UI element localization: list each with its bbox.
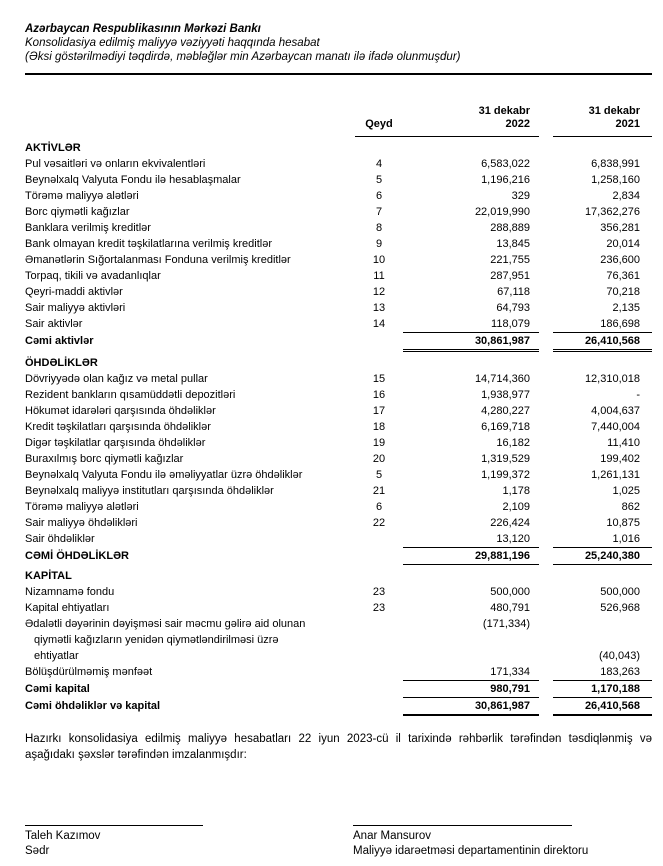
value-2021	[553, 616, 652, 664]
column-gap	[539, 387, 553, 403]
table-row	[25, 531, 652, 548]
note-ref: 5	[375, 469, 383, 481]
column-gap	[539, 419, 553, 435]
row-label: Cəmi kapital	[25, 683, 90, 695]
value-2021: 7,440,004	[591, 421, 640, 433]
column-header-note: Qeyd	[355, 118, 403, 137]
section-row	[25, 355, 652, 371]
note-ref: 23	[372, 602, 386, 614]
row-label: Borc qiymətli kağızlar	[25, 206, 130, 218]
value-2021: 236,600	[600, 254, 640, 266]
value-2021: 20,014	[606, 238, 640, 250]
value-2022: 67,118	[497, 286, 530, 298]
row-label: Cəmi aktivlər	[25, 335, 94, 347]
row-label: Dövriyyədə olan kağız və metal pullar	[25, 373, 208, 385]
signer-title: Sədr	[25, 845, 50, 857]
row-label-line: qiymətli kağızların yenidən qiymətləndirilməsi üzrə	[34, 634, 279, 646]
row-label: Beynəlxalq Valyuta Fondu ilə əməliyyatlar üzrə öhdəliklər	[25, 469, 303, 481]
value-2022: 2,109	[502, 501, 530, 513]
column-gap	[539, 499, 553, 515]
section-title: AKTİVLƏR	[25, 142, 81, 154]
table-row	[25, 156, 652, 172]
value-2022: 30,861,987	[403, 698, 539, 716]
value-2021: 4,004,637	[591, 405, 640, 417]
row-label: Bölüşdürülməmiş mənfəət	[25, 666, 153, 678]
value-2022: 6,583,022	[481, 158, 530, 170]
column-gap	[539, 403, 553, 419]
value-2021: 500,000	[600, 586, 640, 598]
column-header-2022	[403, 105, 539, 137]
bank-name: Azərbaycan Respublikasının Mərkəzi Bankı	[25, 23, 261, 35]
column-gap	[539, 435, 553, 451]
note-ref: 18	[372, 421, 386, 433]
table-row	[25, 584, 652, 600]
column-gap	[539, 371, 553, 387]
column-gap	[539, 204, 553, 220]
note-ref: 16	[372, 389, 386, 401]
value-2021: 25,240,380	[553, 548, 652, 565]
column-gap	[539, 531, 553, 548]
value-2022: 22,019,990	[474, 206, 530, 218]
row-label-line: ehtiyatlar	[34, 650, 79, 662]
table-row	[25, 435, 652, 451]
table-row	[25, 300, 652, 316]
value-2021: 1,170,188	[553, 681, 652, 698]
value-2021: 70,218	[606, 286, 640, 298]
row-label: Rezident bankların qısamüddətli depozitləri	[25, 389, 236, 401]
column-gap	[539, 333, 553, 352]
column-header-2021-line1: 31 dekabr	[588, 105, 640, 117]
value-2021: 12,310,018	[584, 373, 640, 385]
table-row	[25, 403, 652, 419]
table-column-header	[25, 105, 652, 137]
column-header-2021	[553, 105, 652, 137]
table-row	[25, 268, 652, 284]
column-header-2021-line2: 2021	[615, 118, 640, 130]
note-ref: 17	[372, 405, 386, 417]
note-ref: 15	[372, 373, 386, 385]
row-label: Pul vəsaitləri və onların ekvivalentləri	[25, 158, 206, 170]
value-2022: 287,951	[490, 270, 530, 282]
value-2021: 26,410,568	[553, 333, 652, 352]
column-gap	[539, 600, 553, 616]
value-2022: 13,845	[496, 238, 530, 250]
column-gap	[539, 236, 553, 252]
note-ref	[355, 616, 403, 664]
value-2022: 14,714,360	[474, 373, 530, 385]
signature-block-chairman	[25, 825, 353, 859]
note-ref	[355, 531, 403, 548]
total-row	[25, 681, 652, 698]
row-label: Sair maliyyə aktivləri	[25, 302, 126, 314]
section-title: KAPİTAL	[25, 570, 72, 582]
value-2022: 480,791	[490, 602, 530, 614]
table-row	[25, 616, 652, 664]
value-2022: 1,178	[502, 485, 530, 497]
row-label: Qeyri-maddi aktivlər	[25, 286, 123, 298]
row-label: Beynəlxalq Valyuta Fondu ilə hesablaşmalar	[25, 174, 241, 186]
column-gap	[539, 156, 553, 172]
row-label-line: Ədalətli dəyərinin dəyişməsi sair məcmu gəlirə aid olunan	[25, 618, 306, 630]
note-ref: 20	[372, 453, 386, 465]
value-2022: 1,319,529	[481, 453, 530, 465]
table-row	[25, 600, 652, 616]
column-gap	[539, 515, 553, 531]
signature-line	[25, 825, 203, 826]
value-2022: 4,280,227	[481, 405, 530, 417]
row-label: Nizamnamə fondu	[25, 586, 115, 598]
column-gap	[539, 252, 553, 268]
column-gap	[539, 548, 553, 565]
statement-title: Konsolidasiya edilmiş maliyyə vəziyyəti haqqında hesabat	[25, 37, 320, 49]
table-row	[25, 316, 652, 333]
column-gap	[539, 300, 553, 316]
value-2022: 221,755	[490, 254, 530, 266]
document-header	[25, 22, 652, 75]
value-2021: 183,263	[553, 664, 652, 681]
table-row	[25, 419, 652, 435]
table-row	[25, 220, 652, 236]
signer-name: Taleh Kazımov	[25, 830, 101, 842]
table-body	[25, 140, 652, 716]
column-header-2022-line1: 31 dekabr	[478, 105, 530, 117]
value-2021: 2,834	[612, 190, 640, 202]
row-label: Hökumət idarələri qarşısında öhdəliklər	[25, 405, 216, 417]
table-row	[25, 467, 652, 483]
row-label: Əmanətlərin Sığortalanması Fonduna verilmiş kreditlər	[25, 254, 291, 266]
note-ref: 21	[372, 485, 386, 497]
row-label: Digər təşkilatlar qarşısında öhdəliklər	[25, 437, 206, 449]
value-2022: 171,334	[403, 664, 539, 681]
note-ref: 4	[375, 158, 383, 170]
value-2022: 500,000	[490, 586, 530, 598]
note-ref: 8	[375, 222, 383, 234]
value-2022: 64,793	[496, 302, 530, 314]
note-ref: 10	[372, 254, 386, 266]
value-2022: 29,881,196	[403, 548, 539, 565]
signer-title: Maliyyə idarəetməsi departamentinin direktoru	[353, 845, 589, 857]
row-label: Buraxılmış borc qiymətli kağızlar	[25, 453, 184, 465]
value-2022: 980,791	[403, 681, 539, 698]
value-2022: 1,199,372	[481, 469, 530, 481]
column-gap	[539, 316, 553, 333]
total-row	[25, 698, 652, 716]
value-2022: 6,169,718	[481, 421, 530, 433]
note-ref: 14	[372, 318, 386, 330]
value-2021: 1,025	[612, 485, 640, 497]
column-gap	[539, 268, 553, 284]
section-title: ÖHDƏLİKLƏR	[25, 357, 98, 369]
note-ref: 7	[375, 206, 383, 218]
note-ref	[355, 681, 403, 698]
note-ref: 23	[372, 586, 386, 598]
note-ref: 11	[373, 270, 385, 282]
currency-note: (Əksi göstərilmədiyi təqdirdə, məbləğlər min Azərbaycan manatı ilə ifadə olunmuşdur)	[25, 51, 461, 63]
column-gap	[539, 284, 553, 300]
column-gap	[539, 188, 553, 204]
table-row	[25, 188, 652, 204]
row-label: Kredit təşkilatları qarşısında öhdəliklər	[25, 421, 211, 433]
value-2021: -	[636, 389, 640, 401]
row-label: Banklara verilmiş kreditlər	[25, 222, 151, 234]
column-gap	[539, 172, 553, 188]
column-gap	[539, 664, 553, 681]
value-2022: 30,861,987	[403, 333, 539, 352]
column-gap	[539, 584, 553, 600]
value-2021: 26,410,568	[553, 698, 652, 716]
table-row	[25, 172, 652, 188]
table-row	[25, 387, 652, 403]
signature-line	[353, 825, 572, 826]
note-ref	[355, 698, 403, 716]
value-2021: 11,410	[607, 437, 640, 449]
value-2021: 1,258,160	[591, 174, 640, 186]
value-2021: 1,016	[553, 531, 652, 548]
value-2021: 199,402	[600, 453, 640, 465]
table-row	[25, 499, 652, 515]
approval-paragraph: Hazırkı konsolidasiya edilmiş maliyyə hesabatları 22 iyun 2023-cü il tarixində rəhbərlik tərəfindən təsdiqlənmiş və aşağıdakı şəxslər tərəfindən imzalanmışdır:	[25, 733, 652, 761]
value-2022: 288,889	[490, 222, 530, 234]
table-row	[25, 371, 652, 387]
column-gap	[539, 451, 553, 467]
row-label: Sair öhdəliklər	[25, 533, 95, 545]
note-ref	[355, 664, 403, 681]
note-ref: 6	[375, 501, 383, 513]
value-2022: 1,938,977	[481, 389, 530, 401]
section-row	[25, 140, 652, 156]
column-gap	[539, 220, 553, 236]
value-2022: 329	[511, 190, 530, 202]
value-2022: 226,424	[490, 517, 530, 529]
note-ref: 19	[372, 437, 386, 449]
value-2022: 16,182	[496, 437, 530, 449]
column-gap	[539, 616, 553, 664]
value-2021: 10,875	[606, 517, 640, 529]
note-ref: 9	[375, 238, 383, 250]
value-2021: 526,968	[600, 602, 640, 614]
row-label: Bank olmayan kredit təşkilatlarına verilmiş kreditlər	[25, 238, 272, 250]
table-row	[25, 664, 652, 681]
row-label: Sair maliyyə öhdəlikləri	[25, 517, 138, 529]
table-row	[25, 284, 652, 300]
value-2021: 2,135	[612, 302, 640, 314]
row-label: Cəmi öhdəliklər və kapital	[25, 700, 161, 712]
column-gap	[539, 698, 553, 716]
row-label	[25, 616, 355, 664]
note-ref: 5	[375, 174, 383, 186]
note-ref	[355, 333, 403, 352]
section-row	[25, 568, 652, 584]
table-row	[25, 515, 652, 531]
row-label: Kapital ehtiyatları	[25, 602, 110, 614]
signature-area	[25, 825, 652, 859]
table-row	[25, 204, 652, 220]
value-2021: 1,261,131	[591, 469, 640, 481]
value-2022: 13,120	[403, 531, 539, 548]
note-ref	[355, 548, 403, 565]
total-row	[25, 333, 652, 352]
total-row	[25, 548, 652, 565]
value-2021: 76,361	[606, 270, 640, 282]
value-2021-text: (40,043)	[599, 650, 640, 662]
column-gap	[539, 467, 553, 483]
value-2021: 356,281	[600, 222, 640, 234]
row-label: CƏMİ ÖHDƏLİKLƏR	[25, 550, 130, 562]
row-label: Törəmə maliyyə alətləri	[25, 501, 139, 513]
row-label: Beynəlxalq maliyyə institutları qarşısında öhdəliklər	[25, 485, 274, 497]
table-row	[25, 451, 652, 467]
note-ref: 22	[372, 517, 386, 529]
value-2021: 186,698	[553, 316, 652, 333]
column-gap	[539, 681, 553, 698]
value-2021: 17,362,276	[584, 206, 640, 218]
signature-block-finance-director	[353, 825, 652, 859]
note-ref: 12	[372, 286, 386, 298]
value-2022: 118,079	[403, 316, 539, 333]
table-row	[25, 252, 652, 268]
table-row	[25, 483, 652, 499]
table-row	[25, 236, 652, 252]
row-label: Törəmə maliyyə alətləri	[25, 190, 139, 202]
value-2021: 862	[621, 501, 640, 513]
row-label: Sair aktivlər	[25, 318, 83, 330]
value-2021: 6,838,991	[591, 158, 640, 170]
column-header-2022-line2: 2022	[505, 118, 530, 130]
note-ref: 13	[372, 302, 386, 314]
note-ref: 6	[375, 190, 383, 202]
value-2022: 1,196,216	[481, 174, 530, 186]
signer-name: Anar Mansurov	[353, 830, 431, 842]
value-2022: (171,334)	[482, 618, 530, 630]
row-label: Torpaq, tikili və avadanlıqlar	[25, 270, 161, 282]
column-gap	[539, 483, 553, 499]
